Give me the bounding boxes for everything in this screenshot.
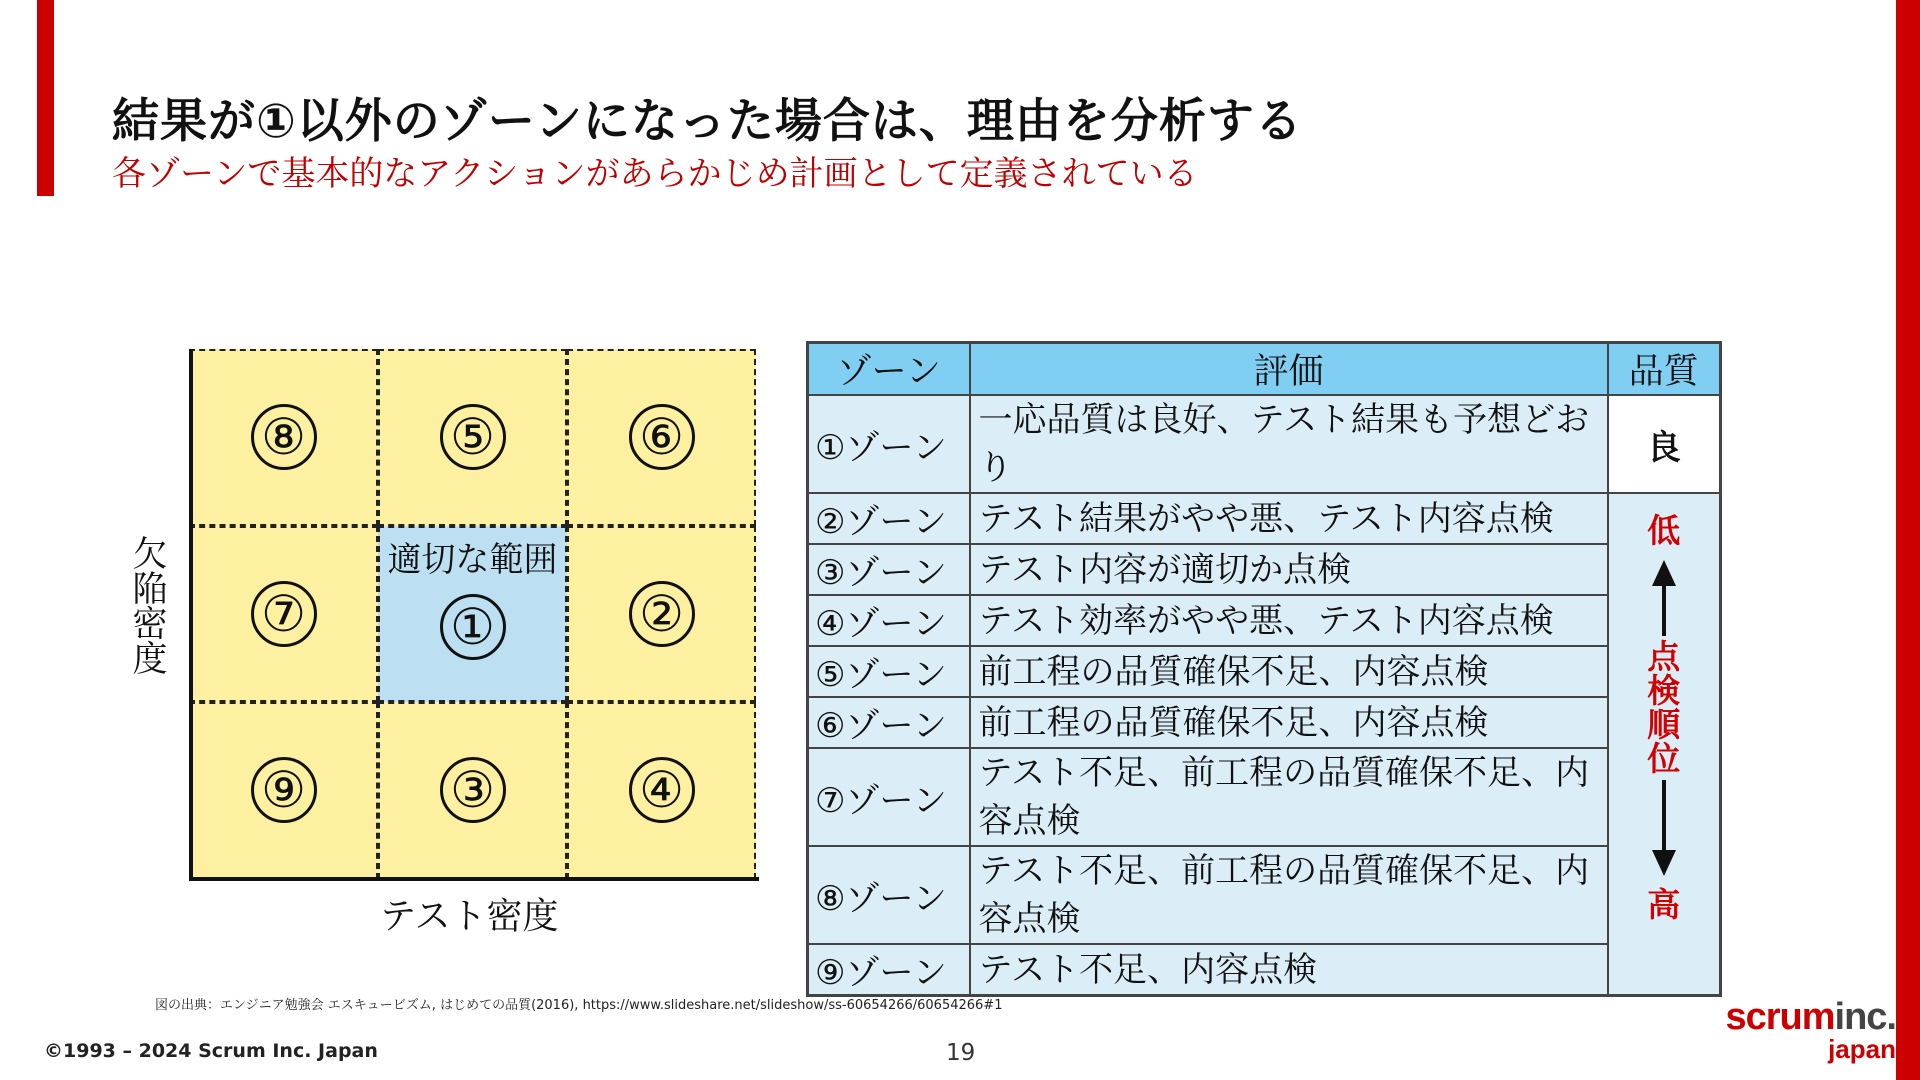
zone-cell-1	[378, 526, 567, 703]
evaluation-cell: 一応品質は良好、テスト結果も予想どおり	[970, 395, 1608, 493]
logo-japan: japan	[1828, 1034, 1896, 1064]
zone-cell-4	[567, 702, 756, 879]
zone-cell: ④ゾーン	[808, 595, 970, 646]
evaluation-cell: テスト結果がやや悪、テスト内容点検	[970, 493, 1608, 544]
arrow-line	[1662, 586, 1666, 636]
header-zone: ゾーン	[808, 343, 970, 396]
zone-matrix	[189, 349, 756, 879]
header-quality: 品質	[1608, 343, 1721, 396]
table-row	[808, 944, 1721, 996]
arrow-line	[1662, 780, 1666, 850]
zone-cell-8	[189, 349, 378, 526]
zone-number: ④	[629, 757, 695, 823]
zone-cell: ③ゾーン	[808, 544, 970, 595]
table-row	[808, 544, 1721, 595]
zone-cell-9	[189, 702, 378, 879]
table-row	[808, 493, 1721, 544]
table-row	[808, 748, 1721, 846]
page-subtitle: 各ゾーンで基本的なアクションがあらかじめ計画として定義されている	[112, 154, 1198, 194]
zone-number: ⑤	[440, 404, 506, 470]
table-row	[808, 846, 1721, 944]
logo-inc: inc.	[1834, 996, 1896, 1038]
figure-source: 図の出典：エンジニア勉強会 エスキュービズム, はじめての品質(2016), https://www.slideshare.net/slideshow/ss-60654266/60654266#1	[155, 998, 1003, 1013]
page-title: 結果が①以外のゾーンになった場合は、理由を分析する	[112, 94, 1303, 149]
priority-label: 点検順位	[1647, 637, 1681, 778]
zone-cell: ⑨ゾーン	[808, 944, 970, 996]
evaluation-cell: テスト内容が適切か点検	[970, 544, 1608, 595]
zone-cell: ①ゾーン	[808, 395, 970, 493]
arrow-down-icon	[1652, 850, 1676, 876]
zone-number: ③	[440, 757, 506, 823]
zone-cell-2	[567, 526, 756, 703]
zone-cell: ⑦ゾーン	[808, 748, 970, 846]
arrow-up-icon	[1652, 560, 1676, 586]
table-header-row	[808, 343, 1721, 396]
appropriate-range-label: 適切な範囲	[387, 539, 558, 580]
table-row	[808, 646, 1721, 697]
zone-number: ⑨	[251, 757, 317, 823]
zone-cell-6	[567, 349, 756, 526]
y-axis-label: 欠陥密度	[132, 535, 168, 680]
zone-evaluation-table	[806, 341, 1722, 997]
zone-number: ⑥	[629, 404, 695, 470]
scrum-inc-japan-logo	[1710, 998, 1896, 1062]
zone-cell-7	[189, 526, 378, 703]
quality-good: 良	[1608, 395, 1721, 493]
zone-number: ②	[629, 581, 695, 647]
table-row	[808, 595, 1721, 646]
evaluation-cell: 前工程の品質確保不足、内容点検	[970, 646, 1608, 697]
zone-cell: ⑥ゾーン	[808, 697, 970, 748]
priority-low: 低	[1647, 511, 1681, 550]
right-accent-bar	[1896, 0, 1920, 1080]
copyright: ©1993 – 2024 Scrum Inc. Japan	[44, 1040, 378, 1062]
header-evaluation: 評価	[970, 343, 1608, 396]
evaluation-cell: テスト不足、前工程の品質確保不足、内容点検	[970, 748, 1608, 846]
zone-number: ⑦	[251, 581, 317, 647]
evaluation-cell: テスト効率がやや悪、テスト内容点検	[970, 595, 1608, 646]
evaluation-cell: 前工程の品質確保不足、内容点検	[970, 697, 1608, 748]
zone-cell: ⑤ゾーン	[808, 646, 970, 697]
logo-scrum: scrum	[1725, 996, 1835, 1038]
page-number: 19	[946, 1040, 976, 1066]
zone-cell: ⑧ゾーン	[808, 846, 970, 944]
x-axis-line	[189, 877, 759, 881]
zone-number: ①	[440, 594, 506, 660]
table-row	[808, 697, 1721, 748]
zone-cell-5	[378, 349, 567, 526]
evaluation-cell: テスト不足、内容点検	[970, 944, 1608, 996]
inspection-priority	[1608, 493, 1721, 996]
zone-number: ⑧	[251, 404, 317, 470]
zone-cell: ②ゾーン	[808, 493, 970, 544]
table-row	[808, 395, 1721, 493]
y-axis-line	[189, 349, 193, 881]
priority-high: 高	[1647, 885, 1681, 924]
evaluation-cell: テスト不足、前工程の品質確保不足、内容点検	[970, 846, 1608, 944]
left-accent-bar	[37, 0, 54, 196]
zone-cell-3	[378, 702, 567, 879]
x-axis-label: テスト密度	[380, 896, 559, 937]
